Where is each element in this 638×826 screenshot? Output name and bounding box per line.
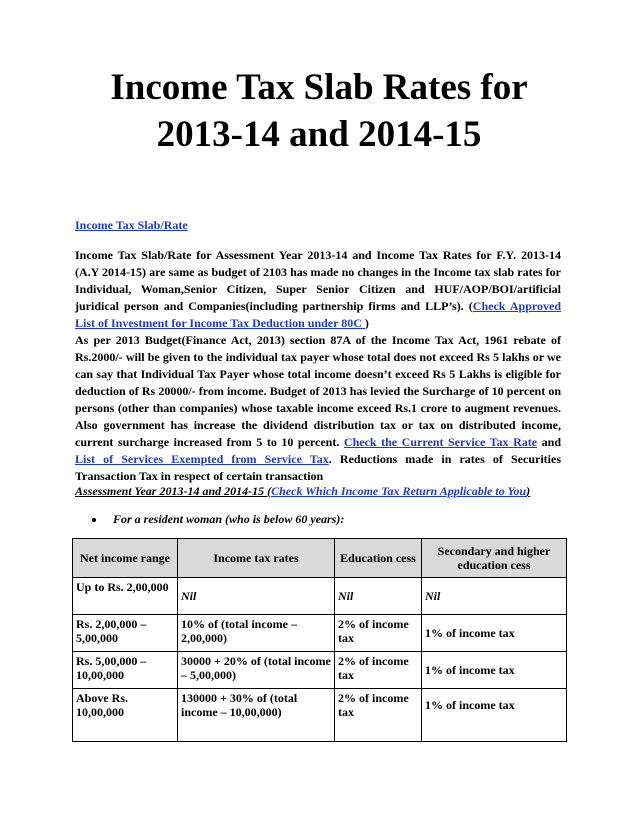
table-cell: 1% of income tax <box>422 615 567 652</box>
tax-slab-table <box>72 538 567 742</box>
table-cell: Nil <box>178 578 335 615</box>
exempted-services-link[interactable]: List of Services Exempted from Service Tax <box>75 452 329 466</box>
bullet-text: For a resident woman (who is below 60 years): <box>113 512 345 526</box>
budget-text: As per 2013 Budget(Finance Act, 2013) section 87A of the Income Tax Act, 1961 rebate of Rs.2000/- will be given to the individual tax payer whose total does not exceed Rs 5 lakhs or we can say that Individual Tax Payer whose total income doesn’t exceed Rs 5 Lakhs is eligible for deduction of Rs 20000/- from income. Budget of 2013 has levied the Surcharge of 10 percent on persons (other than companies) whose taxable income exceed Rs.1 crore to augment revenues. Also government has increase the dividend distribution tax or tax on distributed income, current surcharge increased from 5 to 10 percent. <box>75 333 561 449</box>
assessment-year-heading <box>75 484 530 499</box>
table-cell: 1% of income tax <box>422 652 567 689</box>
itr-applicable-link[interactable]: Check Which Income Tax Return Applicable to You <box>271 484 527 498</box>
table-header-row <box>73 539 567 578</box>
table-cell: 10% of (total income – 2,00,000) <box>178 615 335 652</box>
table-row <box>73 689 567 742</box>
table-row <box>73 615 567 652</box>
bullet-icon <box>92 518 96 522</box>
table-row <box>73 652 567 689</box>
header-tax-rates: Income tax rates <box>178 539 335 578</box>
table-cell: 130000 + 30% of (total income – 10,00,000) <box>178 689 335 742</box>
intro-text: Income Tax Slab/Rate for Assessment Year 2013-14 and Income Tax Rates for F.Y. 2013-14 (A.Y 2014-15) are same as budget of 2103 has made no changes in the Income tax slab rates for Individual, Woman,Senior Citizen, Super Senior Citizen and HUF/AOP/BOI/artificial juridical person and Companies(including partnership firms and LLP’s). ( <box>75 248 561 313</box>
table-cell: Above Rs. 10,00,000 <box>73 689 178 742</box>
current-service-tax-link[interactable]: Check the Current Service Tax Rate <box>343 435 538 449</box>
table-cell: Nil <box>335 578 422 615</box>
budget-paragraph <box>75 332 561 485</box>
table-cell: 2% of income tax <box>335 652 422 689</box>
table-cell: 1% of income tax <box>422 689 567 742</box>
header-education-cess: Education cess <box>335 539 422 578</box>
approved-investment-80c-link[interactable]: Check Approved List of Investment for Income Tax Deduction under 80C <box>75 299 561 330</box>
table-cell: 30000 + 20% of (total income – 5,00,000) <box>178 652 335 689</box>
assessment-tail: ) <box>526 484 531 498</box>
header-net-income: Net income range <box>73 539 178 578</box>
budget-tail: . Reductions made in rates of Securities Transaction Tax in respect of certain transaction <box>75 452 561 483</box>
table-cell: 2% of income tax <box>335 615 422 652</box>
table-cell: 2% of income tax <box>335 689 422 742</box>
table-cell: Rs. 5,00,000 – 10,00,000 <box>73 652 178 689</box>
assessment-text: Assessment Year 2013-14 and 2014-15 ( <box>75 484 272 498</box>
intro-paragraph <box>75 247 561 332</box>
table-cell: Rs. 2,00,000 – 5,00,000 <box>73 615 178 652</box>
income-tax-slab-link[interactable]: Income Tax Slab/Rate <box>75 218 188 232</box>
bullet-item <box>92 512 344 527</box>
title-line-1: Income Tax Slab Rates for <box>110 67 528 108</box>
header-higher-education-cess: Secondary and higher education cess <box>422 539 567 578</box>
budget-mid: and <box>537 435 561 449</box>
table-cell: Up to Rs. 2,00,000 <box>73 578 178 615</box>
page-title <box>0 64 638 158</box>
table-row <box>73 578 567 615</box>
title-line-2: 2013-14 and 2014-15 <box>156 114 482 155</box>
intro-tail: ) <box>364 316 369 330</box>
table-cell: Nil <box>422 578 567 615</box>
